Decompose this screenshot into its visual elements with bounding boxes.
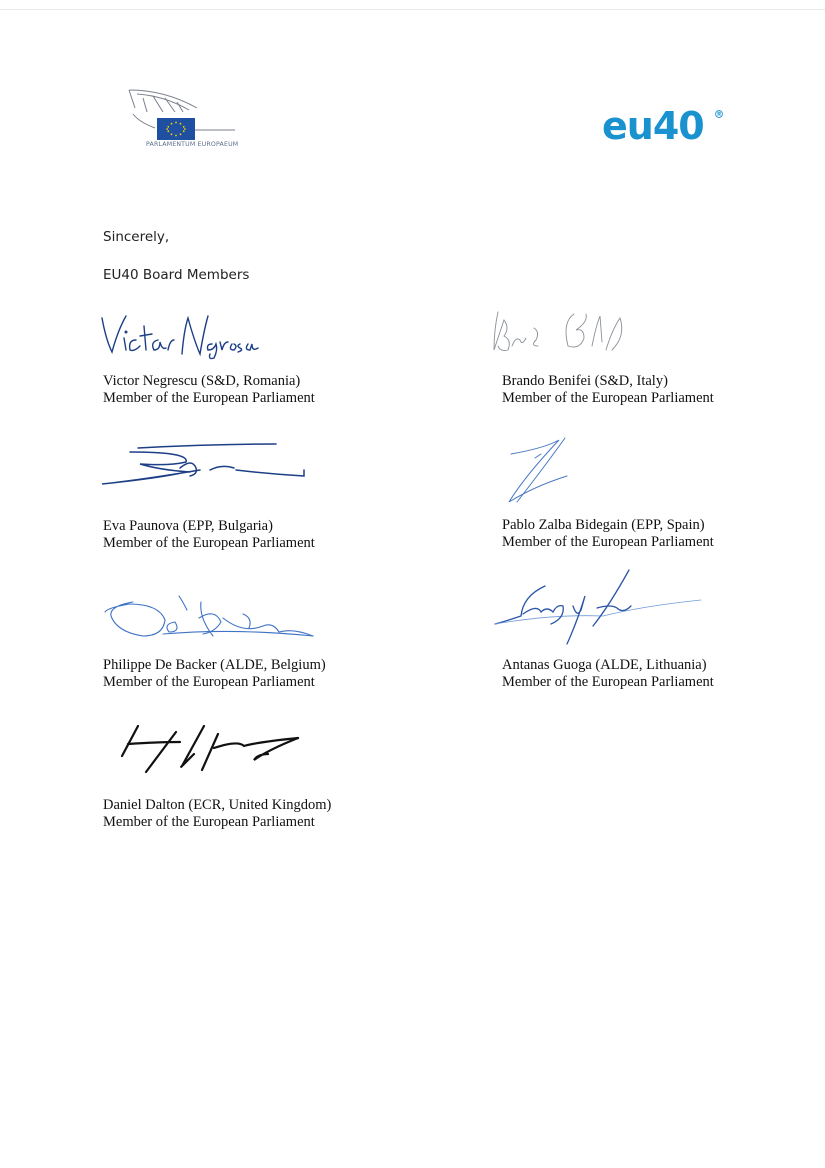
member-name: Pablo Zalba Bidegain (EPP, Spain) bbox=[502, 517, 705, 533]
signatory-eva-paunova bbox=[103, 518, 315, 552]
ep-logo-caption: PARLAMENTUM EUROPAEUM bbox=[146, 141, 239, 148]
member-name: Brando Benifei (S&D, Italy) bbox=[502, 373, 668, 389]
member-name: Philippe De Backer (ALDE, Belgium) bbox=[103, 657, 326, 673]
eu-flag-icon bbox=[157, 118, 195, 140]
member-name: Daniel Dalton (ECR, United Kingdom) bbox=[103, 797, 332, 813]
signature-brando-benifei bbox=[488, 306, 638, 366]
registered-mark-icon bbox=[715, 110, 723, 118]
member-name: Antanas Guoga (ALDE, Lithuania) bbox=[502, 657, 707, 673]
signature-philippe-de-backer bbox=[103, 588, 315, 644]
signature-pablo-zalba-bidegain bbox=[505, 436, 580, 506]
closing-salutation: Sincerely, bbox=[103, 229, 170, 245]
member-name: Victor Negrescu (S&D, Romania) bbox=[103, 373, 301, 389]
member-name: Eva Paunova (EPP, Bulgaria) bbox=[103, 518, 273, 534]
signatory-pablo-zalba-bidegain bbox=[502, 517, 714, 551]
member-role: Member of the European Parliament bbox=[103, 390, 315, 406]
eu40-logo: eu40 bbox=[602, 104, 704, 148]
signatory-group: EU40 Board Members bbox=[103, 267, 250, 283]
member-role: Member of the European Parliament bbox=[103, 814, 315, 830]
member-role: Member of the European Parliament bbox=[103, 535, 315, 551]
signature-victor-negrescu bbox=[100, 310, 260, 360]
member-role: Member of the European Parliament bbox=[502, 390, 714, 406]
signature-daniel-dalton bbox=[118, 720, 308, 780]
member-role: Member of the European Parliament bbox=[103, 674, 315, 690]
signature-eva-paunova bbox=[100, 440, 310, 490]
hemicycle-icon bbox=[125, 84, 250, 144]
member-role: Member of the European Parliament bbox=[502, 534, 714, 550]
signatory-daniel-dalton bbox=[103, 797, 331, 831]
european-parliament-logo bbox=[125, 84, 250, 156]
signatory-antanas-guoga bbox=[502, 657, 714, 691]
signature-antanas-guoga bbox=[493, 566, 703, 648]
signatory-victor-negrescu bbox=[103, 373, 315, 407]
member-role: Member of the European Parliament bbox=[502, 674, 714, 690]
signatory-philippe-de-backer bbox=[103, 657, 326, 691]
page-top-edge bbox=[0, 9, 825, 10]
signatory-brando-benifei bbox=[502, 373, 714, 407]
